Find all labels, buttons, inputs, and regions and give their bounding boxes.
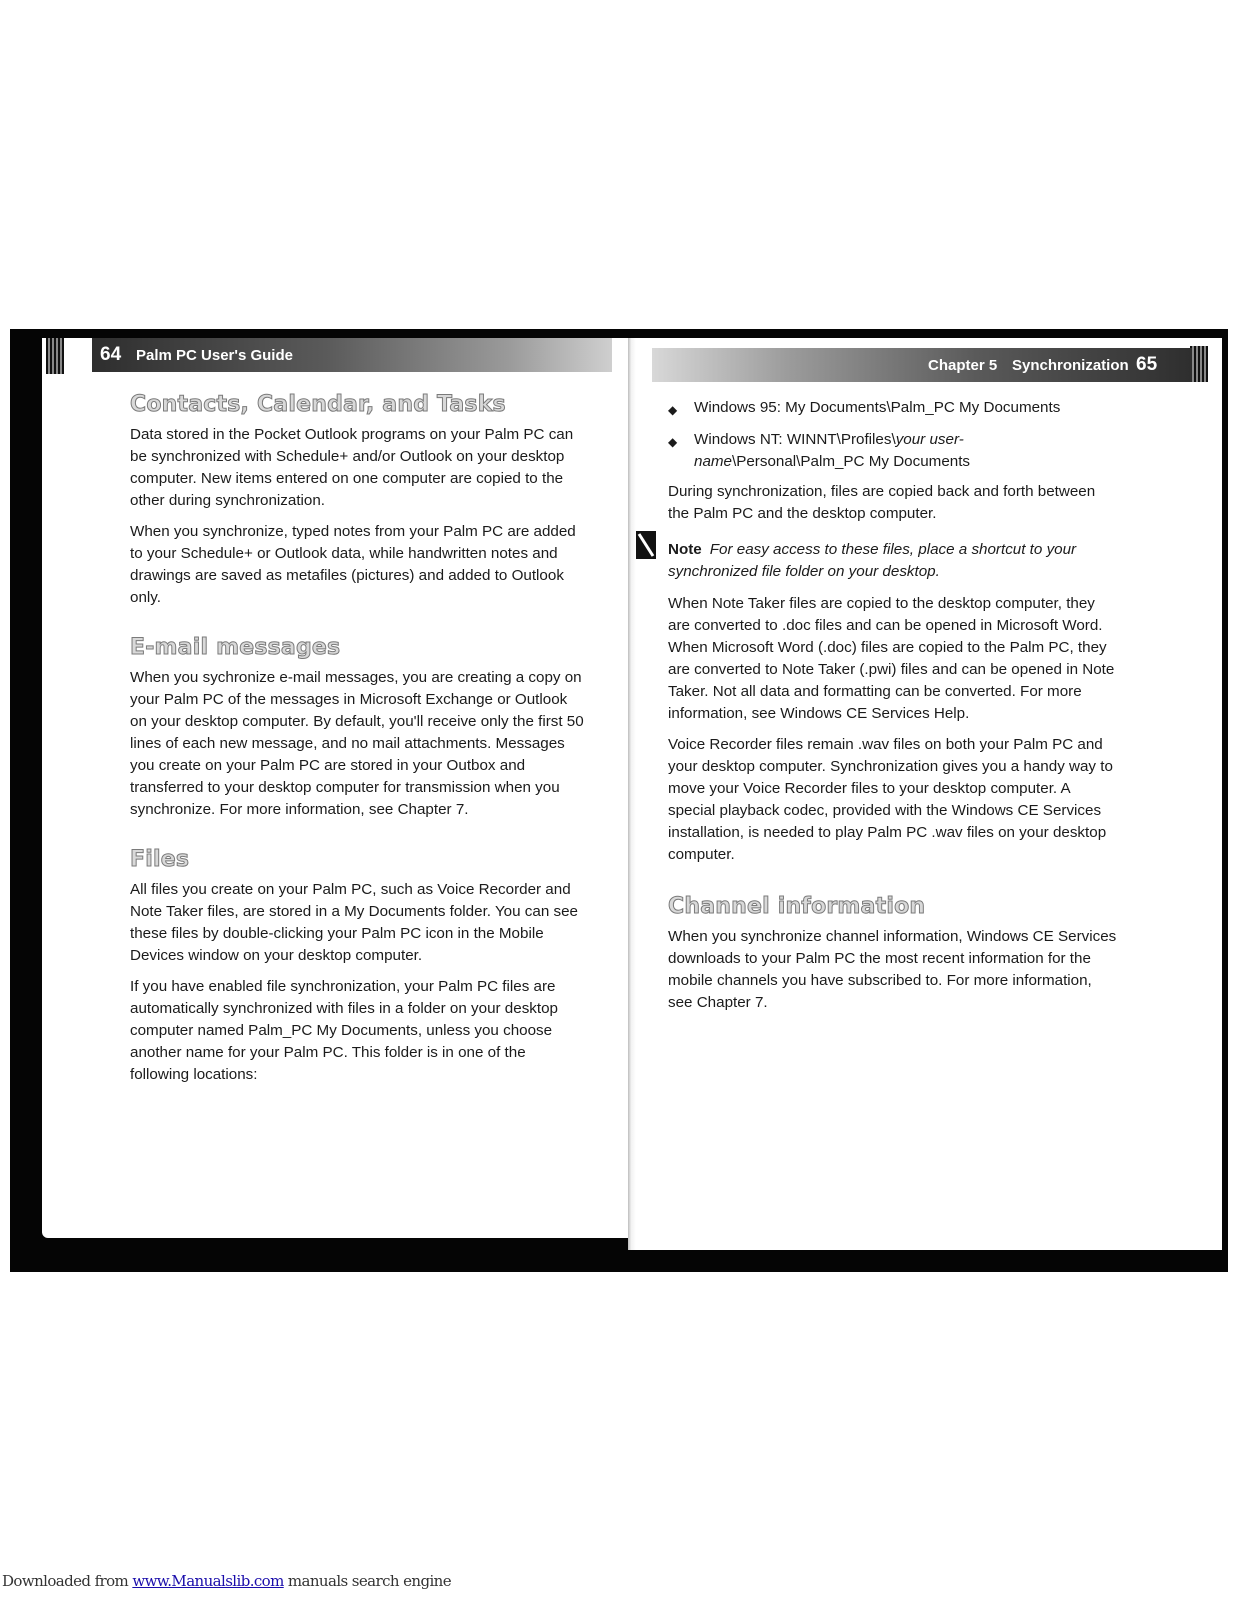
diamond-bullet-icon: ◆: [668, 435, 678, 449]
right-running-header: [652, 348, 1192, 382]
bullet-text: Windows NT: WINNT\Profiles\your user-name\Personal\Palm_PC My Documents: [694, 431, 971, 470]
left-column: [130, 394, 585, 1095]
footer-suffix: manuals search engine: [287, 1572, 451, 1590]
paragraph: When Note Taker files are copied to the desktop computer, they are converted to .doc files and can be opened in Microsoft Word. When Microsoft Word (.doc) files are copied to the Palm PC, they are converted to Note Taker (.pwi) files and can be opened in Note Taker. Not all data and formatting can be converted. For more information, see Windows CE Services Help.: [668, 595, 1115, 722]
bullet-item: [668, 429, 1118, 473]
section-heading-channel: Channel information: [668, 894, 926, 919]
book-gutter: [628, 338, 636, 1250]
paragraph: When you synchronize channel information, Windows CE Services downloads to your Palm PC the most recent information for the mobile channels you have subscribed to. For more information, see Chapter 7.: [668, 928, 1117, 1011]
footer-prefix: Downloaded from: [2, 1572, 129, 1590]
right-page-number: 65: [1136, 354, 1158, 375]
note-callout: [668, 539, 1118, 583]
paragraph: All files you create on your Palm PC, such as Voice Recorder and Note Taker files, are stored in a My Documents folder. You can see these files by double-clicking your Palm PC icon in the Mobile Devices window on your desktop computer.: [130, 881, 578, 964]
left-page-number: 64: [100, 344, 122, 365]
section-heading-email: E-mail messages: [130, 635, 341, 660]
paragraph: When you synchronize, typed notes from your Palm PC are added to your Schedule+ or Outlook data, while handwritten notes and drawings are saved as metafiles (pictures) and added to Outlook only.: [130, 523, 576, 606]
manualslib-link[interactable]: www.Manualslib.com: [132, 1572, 284, 1590]
note-icon: [636, 531, 656, 559]
left-edge-stripes: [46, 338, 64, 374]
section-heading-files: Files: [130, 847, 190, 872]
paragraph: If you have enabled file synchronization, your Palm PC files are automatically synchronized with files in a folder on your desktop computer named Palm_PC My Documents, unless you choose another name for your Palm PC. This folder is in one of the following locations:: [130, 978, 559, 1083]
section-heading-contacts: Contacts, Calendar, and Tasks: [130, 392, 506, 417]
note-text: For easy access to these files, place a shortcut to your synchronized file folder on your desktop.: [668, 541, 1077, 580]
paragraph: During synchronization, files are copied back and forth between the Palm PC and the desktop computer.: [668, 483, 1096, 522]
paragraph: Data stored in the Pocket Outlook programs on your Palm PC can be synchronized with Schedule+ and/or Outlook on your desktop computer. New items entered on one computer are copied to the other during synchronization.: [130, 426, 574, 509]
paragraph: When you sychronize e-mail messages, you are creating a copy on your Palm PC of the messages in Microsoft Exchange or Outlook on your desktop computer. By default, you'll receive only the first 50 lines of each new message, and no mail attachments. Messages you create on your Palm PC are stored in your Outbox and transferred to your desktop computer for transmission when you synchronize. For more information, see Chapter 7.: [130, 669, 584, 818]
right-header-title: Synchronization: [1012, 357, 1129, 374]
bullet-text: Windows 95: My Documents\Palm_PC My Documents: [694, 399, 1061, 416]
left-running-header: [92, 338, 612, 372]
right-edge-stripes: [1190, 346, 1208, 382]
chapter-label: Chapter 5: [928, 357, 998, 374]
bullet-item: [668, 397, 1118, 421]
right-column: [668, 397, 1118, 1023]
left-header-title: Palm PC User's Guide: [136, 347, 293, 364]
diamond-bullet-icon: ◆: [668, 403, 678, 417]
paragraph: Voice Recorder files remain .wav files on both your Palm PC and your desktop computer. Synchronization gives you a handy way to move your Voice Recorder files to your desktop computer. A special playback codec, provided with the Windows CE Services installation, is needed to play Palm PC .wav files on your desktop computer.: [668, 736, 1113, 863]
note-label: Note: [668, 541, 702, 558]
download-footer: [2, 1572, 451, 1590]
